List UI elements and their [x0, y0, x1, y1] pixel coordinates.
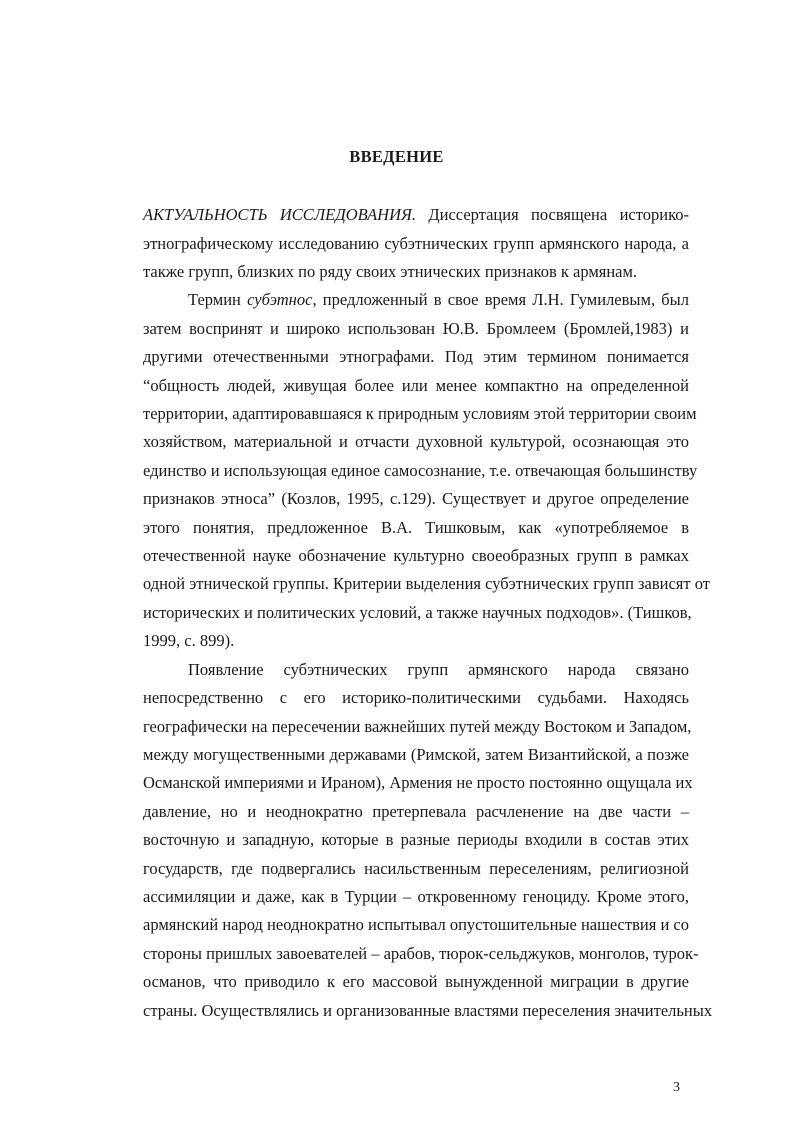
paragraph-3-line-10: армянский народ неоднократно испытывал опустошительные нашествия и со: [143, 915, 689, 934]
paragraph-1-line-2: этнографическому исследованию субэтнических групп армянского народа, а: [143, 234, 689, 253]
paragraph-1-line-1-text: Диссертация посвящена историко-: [416, 205, 689, 224]
paragraph-2-line-2: затем воспринят и широко использован Ю.В. Бромлеем (Бромлей,1983) и: [143, 319, 689, 338]
paragraph-2-line-10: отечественной науке обозначение культурно своеобразных групп в рамках: [143, 546, 689, 565]
paragraph-3-line-3: географически на пересечении важнейших путей между Востоком и Западом,: [143, 717, 692, 736]
paragraph-2-line-7: единство и использующая единое самосознание, т.е. отвечающая большинству: [143, 461, 698, 480]
paragraph-3-line-8: государств, где подвергались насильственным переселениям, религиозной: [143, 859, 689, 878]
paragraph-2-line-12: исторических и политических условий, а также научных подходов». (Тишков,: [143, 603, 692, 622]
paragraph-2-line-9: этого понятия, предложенное В.А. Тишковым, как «употребляемое в: [143, 518, 689, 537]
paragraph-3-line-5: Османской империями и Ираном), Армения не просто постоянно ощущала их: [143, 773, 693, 792]
paragraph-3-line-6: давление, но и неоднократно претерпевала расчленение на две части –: [143, 802, 689, 821]
paragraph-2-line-13: 1999, с. 899).: [143, 631, 235, 650]
paragraph-1-line-1: [143, 205, 689, 225]
relevance-label: АКТУАЛЬНОСТЬ ИССЛЕДОВАНИЯ.: [143, 205, 416, 224]
paragraph-2-line-8: признаков этноса” (Козлов, 1995, с.129). Существует и другое определение: [143, 489, 689, 508]
paragraph-2-line-3: другими отечественными этнографами. Под этим термином понимается: [143, 347, 689, 366]
paragraph-2-line-5: территории, адаптировавшаяся к природным условиям этой территории своим: [143, 404, 697, 423]
paragraph-3-line-2: непосредственно с его историко-политическими судьбами. Находясь: [143, 688, 689, 707]
paragraph-2-line-11: одной этнической группы. Критерии выделения субэтнических групп зависят от: [143, 574, 710, 593]
paragraph-3-line-4: между могущественными державами (Римской, затем Византийской, а позже: [143, 745, 689, 764]
paragraph-2-line-1-pre: Термин: [188, 290, 248, 309]
paragraph-2-line-6: хозяйством, материальной и отчасти духовной культурой, осознающая это: [143, 432, 689, 451]
term-subethnos: субэтнос: [247, 290, 313, 309]
paragraph-3-line-12: османов, что приводило к его массовой вынужденной миграции в другие: [143, 972, 689, 991]
page-number: 3: [673, 1080, 680, 1095]
paragraph-3-line-1: Появление субэтнических групп армянского народа связано: [188, 660, 689, 679]
paragraph-2-line-1-rest: , предложенный в свое время Л.Н. Гумилевым, был: [312, 290, 689, 309]
paragraph-2-line-1: [188, 290, 689, 310]
section-heading: ВВЕДЕНИЕ: [349, 147, 444, 166]
paragraph-3-line-11: стороны пришлых завоевателей – арабов, тюрок-сельджуков, монголов, турок-: [143, 944, 699, 963]
paragraph-2-line-4: “общность людей, живущая более или менее компактно на определенной: [143, 376, 689, 395]
paragraph-1-line-3: также групп, близких по ряду своих этнических признаков к армянам.: [143, 262, 638, 281]
paragraph-3-line-13: страны. Осуществлялись и организованные властями переселения значительных: [143, 1001, 713, 1020]
paragraph-3-line-7: восточную и западную, которые в разные периоды входили в состав этих: [143, 830, 689, 849]
paragraph-3-line-9: ассимиляции и даже, как в Турции – откровенному геноциду. Кроме этого,: [143, 887, 689, 906]
